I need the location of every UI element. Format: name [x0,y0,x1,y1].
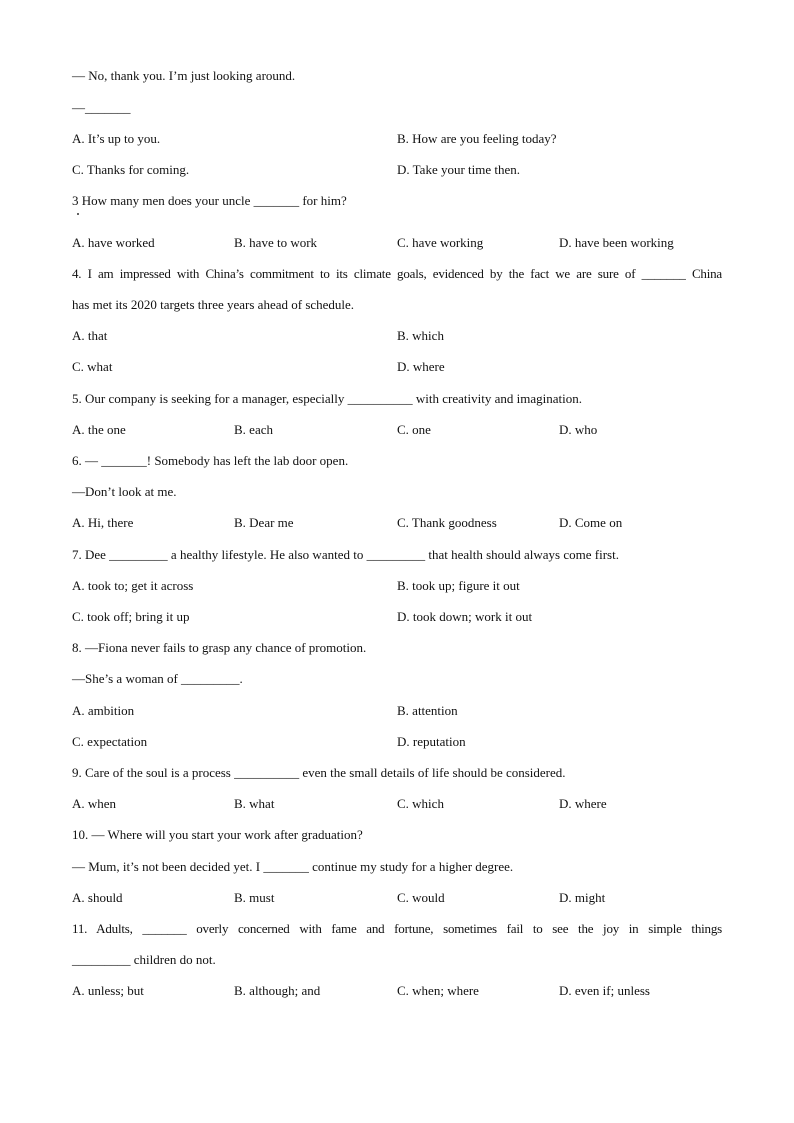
q10-option-c: C. would [397,890,445,905]
q11-stem-line1: 11. Adults, _______ overly concerned with fame and fortune, sometimes fail to see the joy in simple things [72,921,722,936]
q5-option-c: C. one [397,422,431,437]
q4-stem-line2: has met its 2020 targets three years ahead of schedule. [72,297,355,312]
q2-option-b: B. How are you feeling today? [397,131,557,146]
q5-stem: 5. Our company is seeking for a manager, especially __________ with creativity and imagination. [72,391,582,406]
q3-option-d: D. have been working [559,235,674,250]
q8-option-d: D. reputation [397,734,466,749]
q2-option-a: A. It’s up to you. [72,131,161,146]
q10-option-d: D. might [559,890,606,905]
stray-mark [77,213,79,215]
q4-option-c: C. what [72,359,113,374]
q7-stem: 7. Dee _________ a healthy lifestyle. He also wanted to _________ that health should always come first. [72,547,619,562]
q7-option-a: A. took to; get it across [72,578,194,593]
q6-option-d: D. Come on [559,515,623,530]
q8-option-c: C. expectation [72,734,148,749]
q4-stem-line1: 4. I am impressed with China’s commitment to its climate goals, evidenced by the fact we are sure of _______ China [72,266,722,281]
q9-option-b: B. what [234,796,275,811]
q2-option-c: C. Thanks for coming. [72,162,190,177]
q11-stem-line2: _________ children do not. [72,952,216,967]
q8-option-b: B. attention [397,703,458,718]
q10-option-b: B. must [234,890,275,905]
q3-option-c: C. have working [397,235,484,250]
q10-option-a: A. should [72,890,123,905]
q6-reply: —Don’t look at me. [72,484,177,499]
q9-stem: 9. Care of the soul is a process __________ even the small details of life should be considered. [72,765,566,780]
q3-stem: 3 How many men does your uncle _______ for him? [72,193,347,208]
q11-option-b: B. although; and [234,983,321,998]
q10-stem: 10. — Where will you start your work after graduation? [72,827,363,842]
q8-option-a: A. ambition [72,703,135,718]
q9-option-d: D. where [559,796,607,811]
q9-option-a: A. when [72,796,117,811]
q5-option-d: D. who [559,422,598,437]
q2-reply: — No, thank you. I’m just looking around. [72,68,296,83]
q6-option-c: C. Thank goodness [397,515,497,530]
q5-option-b: B. each [234,422,273,437]
q6-stem: 6. — _______! Somebody has left the lab door open. [72,453,349,468]
q7-option-b: B. took up; figure it out [397,578,520,593]
q11-option-c: C. when; where [397,983,479,998]
q6-option-b: B. Dear me [234,515,294,530]
q8-reply: —She’s a woman of _________. [72,671,243,686]
q2-option-d: D. Take your time then. [397,162,521,177]
q7-option-c: C. took off; bring it up [72,609,190,624]
q7-option-d: D. took down; work it out [397,609,533,624]
q2-blank-line: —_______ [72,100,131,115]
q4-option-b: B. which [397,328,444,343]
q4-option-d: D. where [397,359,445,374]
q11-option-d: D. even if; unless [559,983,650,998]
q6-option-a: A. Hi, there [72,515,134,530]
q4-option-a: A. that [72,328,108,343]
q3-option-b: B. have to work [234,235,318,250]
q9-option-c: C. which [397,796,444,811]
q11-option-a: A. unless; but [72,983,144,998]
q10-reply: — Mum, it’s not been decided yet. I _______ continue my study for a higher degree. [72,859,514,874]
q5-option-a: A. the one [72,422,126,437]
q8-stem: 8. —Fiona never fails to grasp any chance of promotion. [72,640,367,655]
q3-option-a: A. have worked [72,235,155,250]
